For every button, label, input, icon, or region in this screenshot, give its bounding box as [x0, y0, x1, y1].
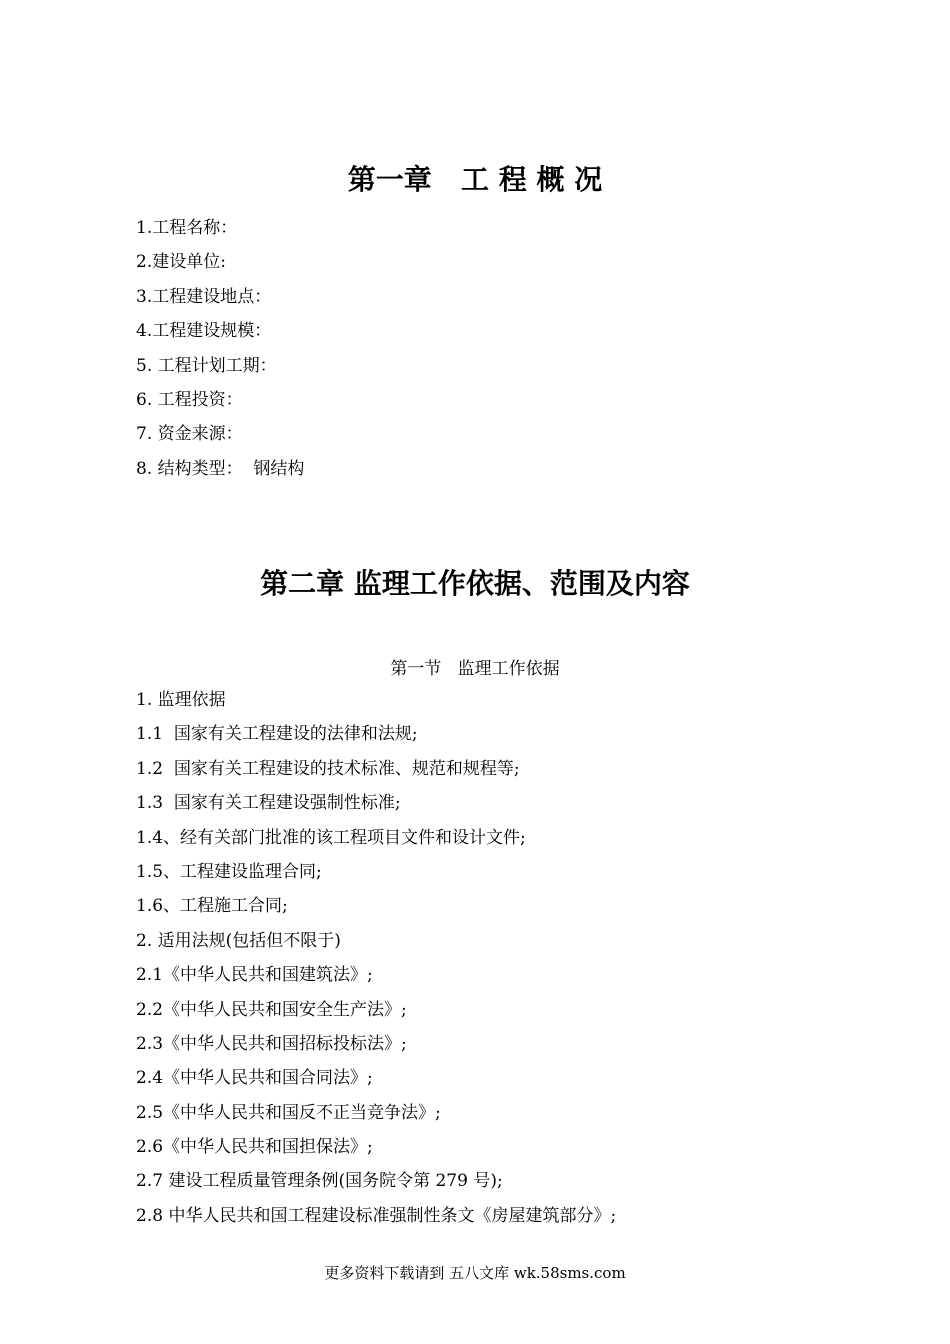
supervision-basis-list: [136, 683, 616, 1233]
list-item: 7. 资金来源：: [136, 424, 243, 445]
footer-text: 更多资料下载请到 五八文库 wk.58sms.com: [324, 1264, 626, 1282]
list-item: 2.5《中华人民共和国反不正当竞争法》;: [136, 1102, 441, 1123]
list-item: 2.3《中华人民共和国招标投标法》;: [136, 1033, 407, 1054]
list-item: 2.建设单位:: [136, 252, 226, 273]
list-item: 1.1 国家有关工程建设的法律和法规;: [136, 724, 418, 745]
list-item: 6. 工程投资：: [136, 389, 243, 410]
list-item: 1.6、工程施工合同;: [136, 896, 288, 917]
list-item: 1.3 国家有关工程建设强制性标准;: [136, 793, 401, 814]
project-overview-list: [136, 211, 304, 486]
list-item: 5. 工程计划工期：: [136, 355, 277, 376]
list-item: 2.2《中华人民共和国安全生产法》;: [136, 999, 407, 1020]
chapter-2-title: 第二章 监理工作依据、范围及内容: [260, 567, 690, 600]
list-item: 1.4、经有关部门批准的该工程项目文件和设计文件;: [136, 827, 526, 848]
list-item: 2.7 建设工程质量管理条例(国务院令第 279 号);: [136, 1171, 503, 1192]
list-item: 1. 监理依据: [136, 690, 226, 710]
list-item: 2. 适用法规(包括但不限于): [136, 930, 341, 951]
list-item: 2.8 中华人民共和国工程建设标准强制性条文《房屋建筑部分》;: [136, 1205, 617, 1226]
list-item: 2.4《中华人民共和国合同法》;: [136, 1068, 373, 1089]
list-item: 1.工程名称：: [136, 218, 238, 238]
list-item: 4.工程建设规模：: [136, 321, 272, 342]
list-item: 2.1《中华人民共和国建筑法》;: [136, 965, 373, 986]
list-item: 2.6《中华人民共和国担保法》;: [136, 1137, 373, 1158]
list-item: 3.工程建设地点：: [136, 286, 272, 307]
chapter-1-title: 第一章 工 程 概 况: [347, 163, 603, 196]
list-item: 1.2 国家有关工程建设的技术标准、规范和规程等;: [136, 758, 520, 779]
section-1-title: 第一节 监理工作依据: [390, 659, 560, 679]
list-item: 8. 结构类型： 钢结构: [136, 458, 305, 479]
list-item: 1.5、工程建设监理合同;: [136, 861, 322, 882]
